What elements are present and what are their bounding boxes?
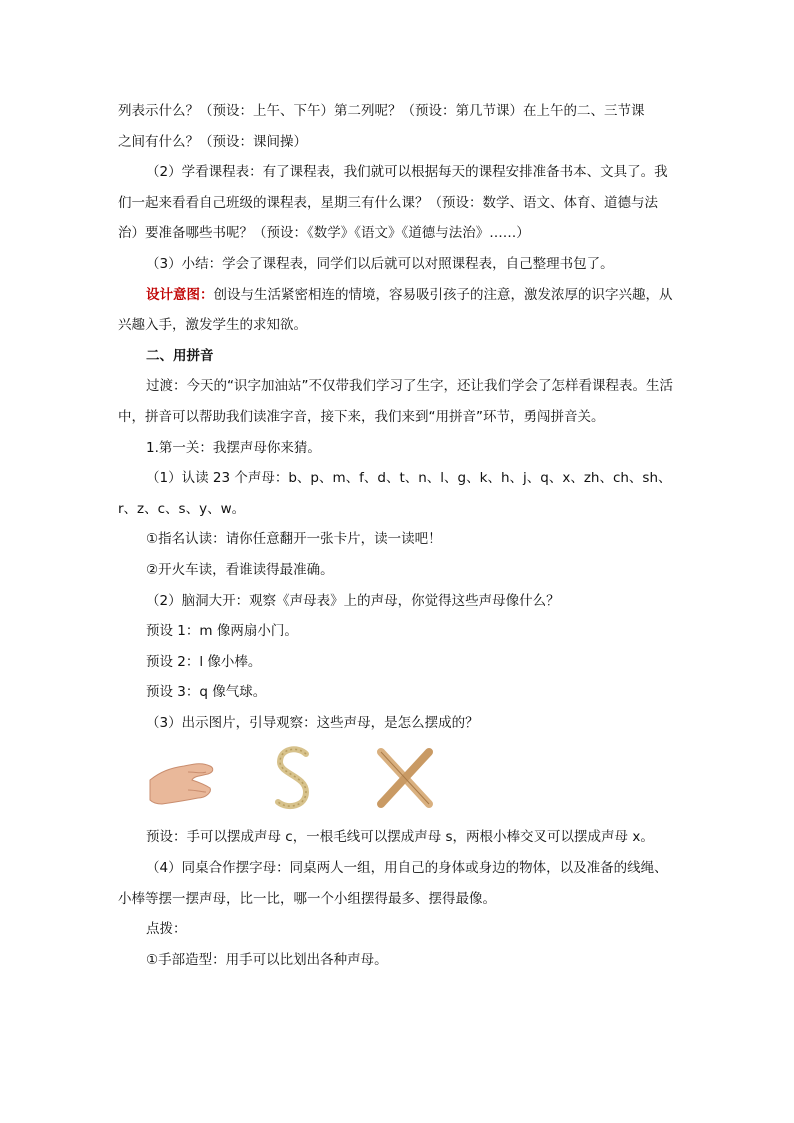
paragraph-roll-call: ①指名认读：请你任意翻开一张卡片，读一读吧！ (146, 531, 442, 548)
paragraph-show-pictures: （3）出示图片，引导观察：这些声母，是怎么摆成的？ (146, 714, 479, 731)
paragraph-preset-letters: 预设：手可以摆成声母 c，一根毛线可以摆成声母 s，两根小棒交叉可以摆成声母 x。 (146, 829, 654, 846)
paragraph-tips-label: 点拨： (146, 921, 187, 938)
paragraph-design-intent (118, 280, 678, 341)
paragraph-brainstorm: （2）脑洞大开：观察《声母表》上的声母，你觉得这些声母像什么？ (146, 592, 560, 609)
paragraph-read-initials: （1）认读 23 个声母：b、p、m、f、d、t、n、l、g、k、h、j、q、x、zh、ch、sh、r、z、c、s、y、w。 (118, 470, 672, 517)
preset-1: 预设 1：m 像两扇小门。 (146, 623, 298, 640)
paragraph-transition: 过渡：今天的“识字加油站”不仅带我们学习了生字，还让我们学会了怎样看课程表。生活中，拼音可以帮助我们读准字音，接下来，我们来到“用拼音”环节，勇闯拼音关。 (118, 378, 673, 425)
document-body (118, 96, 678, 975)
paragraph-pair-work: （4）同桌合作摆字母：同桌两人一组，用自己的身体或身边的物体，以及准备的线绳、小棒等摆一摆声母，比一比，哪一个小组摆得最多、摆得最像。 (118, 860, 668, 907)
hand-c-image (148, 742, 228, 816)
paragraph-study-schedule: （2）学看课程表：有了课程表，我们就可以根据每天的课程安排准备书本、文具了。我们一起来看看自己班级的课程表，星期三有什么课？（预设：数学、语文、体育、道德与法治）要准备哪些书呢？（预设：《数学》《语文》《道德与法治》……） (118, 164, 668, 242)
preset-3: 预设 3：q 像气球。 (146, 684, 267, 701)
line-2: 之间有什么？（预设：课间操） (118, 133, 307, 150)
letter-figures (118, 742, 678, 820)
sticks-x-image (373, 742, 437, 816)
line-1: 列表示什么？（预设：上午、下午）第二列呢？（预设：第几节课）在上午的二、三节课 (118, 103, 645, 119)
rope-s-image (268, 742, 318, 816)
section-heading: 二、用拼音 (146, 347, 214, 364)
preset-2: 预设 2：l 像小棒。 (146, 653, 262, 670)
paragraph-summary: （3）小结：学会了课程表，同学们以后就可以对照课程表，自己整理书包了。 (146, 255, 614, 272)
paragraph-train-reading: ②开火车读，看谁读得最准确。 (146, 561, 334, 578)
design-intent-label: 设计意图： (146, 286, 214, 303)
paragraph-level-one: 1.第一关：我摆声母你来猜。 (146, 439, 321, 456)
design-intent-text: 创设与生活紧密相连的情境，容易吸引孩子的注意，激发浓厚的识字兴趣，从兴趣入手，激发学生的求知欲。 (118, 286, 673, 334)
paragraph-hand-shapes: ①手部造型：用手可以比划出各种声母。 (146, 951, 388, 968)
